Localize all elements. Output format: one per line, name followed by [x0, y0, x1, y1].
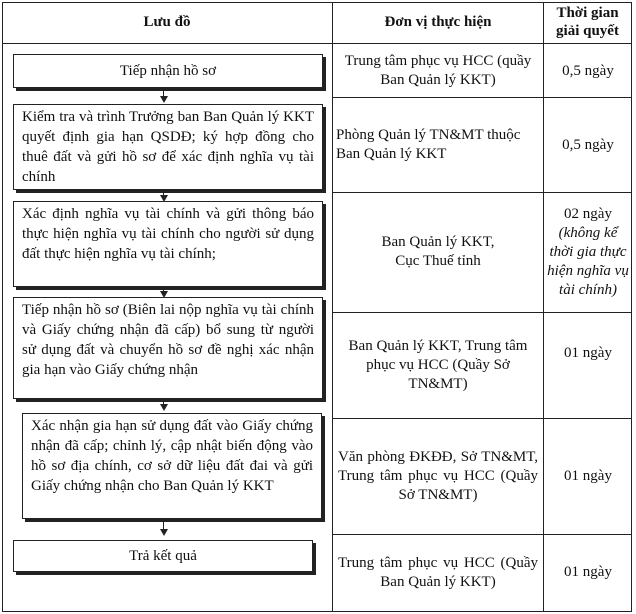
- header-time: [544, 4, 631, 40]
- unit-step-6-text: Trung tâm phục vụ HCC (Quầy Ban Quản lý KKT): [338, 554, 538, 590]
- time-step-3-note: (không kể thời gia thực hiện nghĩa vụ tài chính): [547, 224, 629, 298]
- table-left-border: [2, 2, 3, 612]
- flow-step-4-text: Tiếp nhận hồ sơ (Biên lai nộp nghĩa vụ tài chính và Giấy chứng nhận đã cấp) bổ sung từ người sử dụng đất và chuyển hồ sơ đề nghị xác nhận gia hạn vào Giấy chứng nhận: [22, 302, 314, 378]
- flow-step-2-text: Kiểm tra và trình Trưởng ban Ban Quản lý KKT quyết định gia hạn QSDĐ; ký hợp đồng cho thuê đất và gửi hồ sơ để xác định nghĩa vụ tài chính: [22, 109, 314, 185]
- unit-step-4: [336, 313, 540, 417]
- time-step-6: [545, 535, 631, 610]
- unit-step-2-text: Phòng Quản lý TN&MT thuộc Ban Quản lý KKT: [336, 127, 521, 162]
- table-bottom-border: [2, 611, 632, 612]
- time-step-2: [545, 98, 631, 192]
- flow-step-3-text: Xác định nghĩa vụ tài chính và gửi thông báo thực hiện nghĩa vụ tài chính cho người sử dụng đất thực hiện nghĩa vụ tài chính;: [22, 206, 314, 262]
- arrow-5-head: [160, 529, 168, 536]
- header-time-line1: Thời gian: [556, 5, 619, 21]
- table-right-border: [631, 2, 632, 612]
- time-step-1: [545, 48, 631, 94]
- unit-step-3-line1: Ban Quản lý KKT,: [381, 234, 495, 250]
- header-time-line2: giải quyết: [556, 23, 619, 39]
- flow-step-2: [13, 104, 323, 190]
- unit-step-2: [336, 98, 540, 192]
- table-header-divider: [2, 43, 632, 44]
- header-flow: Lưu đồ: [143, 14, 191, 30]
- flow-step-1-text: Tiếp nhận hồ sơ: [119, 63, 217, 79]
- unit-step-1-text: Trung tâm phục vụ HCC (quầy Ban Quản lý KKT): [344, 53, 532, 88]
- unit-step-1: [336, 48, 540, 94]
- flow-step-6-text: Trả kết quả: [129, 548, 197, 564]
- flow-step-5-text: Xác nhận gia hạn sử dụng đất vào Giấy chứng nhận đã cấp; chỉnh lý, cập nhật biến động vào hồ sơ địa chính, cơ sở dữ liệu đất đai và gửi Giấy chứng nhận cho Ban Quản lý KKT: [31, 418, 313, 494]
- table-col-divider-1: [332, 2, 333, 612]
- time-step-5: [545, 419, 631, 533]
- flow-step-3: [13, 201, 323, 287]
- time-step-5-text: 01 ngày: [564, 467, 612, 484]
- flow-step-6: [13, 540, 313, 572]
- unit-step-6: [338, 535, 538, 610]
- arrow-1-head: [160, 96, 168, 103]
- arrow-4-head: [160, 404, 168, 411]
- table-col-divider-2: [543, 2, 544, 612]
- time-step-4: [545, 313, 631, 393]
- time-step-6-text: 01 ngày: [564, 564, 612, 580]
- flow-step-5: [22, 413, 322, 519]
- time-step-3: [545, 193, 631, 311]
- header-unit: Đơn vị thực hiện: [384, 14, 492, 30]
- table-top-border: [2, 2, 632, 3]
- unit-step-5: [338, 419, 538, 533]
- unit-step-3: [336, 193, 540, 311]
- unit-step-4-text: Ban Quản lý KKT, Trung tâm phục vụ HCC (Quầy Sở TN&MT): [348, 337, 528, 392]
- flow-step-1: [13, 54, 323, 88]
- flow-step-4: [13, 297, 323, 399]
- unit-step-3-line2: Cục Thuế tỉnh: [395, 253, 481, 269]
- time-step-4-text: 01 ngày: [564, 344, 612, 361]
- time-step-1-text: 0,5 ngày: [562, 62, 614, 79]
- time-step-3-text: 02 ngày: [564, 205, 612, 222]
- unit-step-5-text: Văn phòng ĐKĐĐ, Sở TN&MT, Trung tâm phục vụ HCC (Quầy Sở TN&MT): [338, 448, 538, 503]
- time-step-2-text: 0,5 ngày: [562, 136, 614, 153]
